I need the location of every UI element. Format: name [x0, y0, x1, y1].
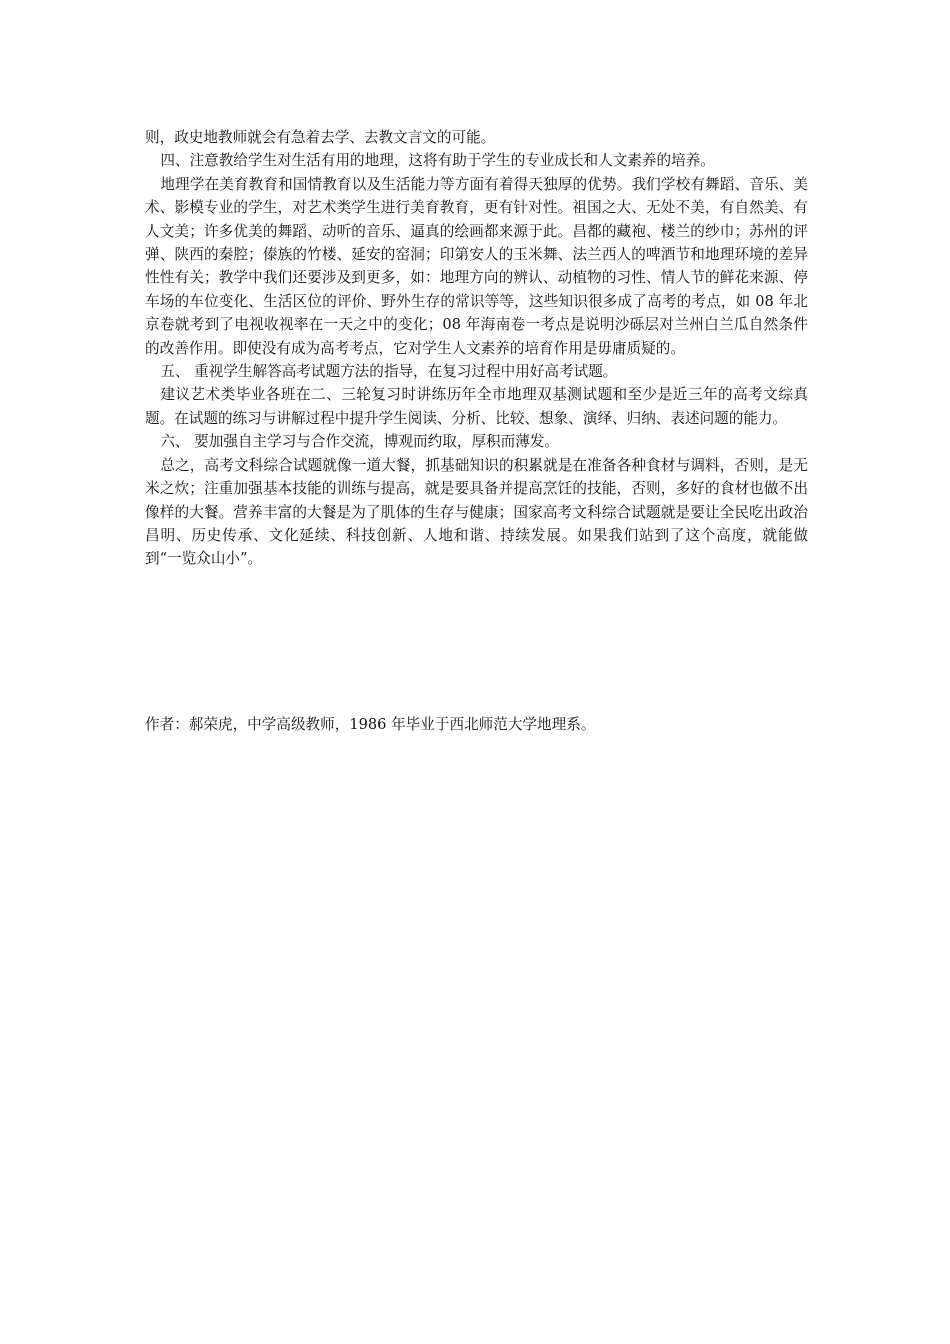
- section-heading-4: 四、注意教给学生对生活有用的地理，这将有助于学生的专业成长和人文素养的培养。: [160, 152, 715, 170]
- paragraph-conclusion: 总之，高考文科综合试题就像一道大餐，抓基础知识的积累就是在准备各种食材与调料，否则，是无米之炊；注重加强基本技能的训练与提高，就是要具备并提高烹饪的技能，否则，多好的食材也做不出像样的大餐。营养丰富的大餐是为了肌体的生存与健康；国家高考文科综合试题就是要让全民吃出政治昌明、历史传承、文化延续、科技创新、人地和谐、持续发展。如果我们站到了这个高度，就能做到“一览众山小”。: [145, 456, 808, 568]
- document-body: [145, 126, 808, 571]
- section-heading-5: 五、 重视学生解答高考试题方法的指导，在复习过程中用好高考试题。: [160, 363, 618, 381]
- paragraph-continuation: 则，政史地教师就会有急着去学、去教文言文的可能。: [145, 129, 496, 146]
- paragraph-exam-practice: 建议艺术类毕业各班在二、三轮复习时讲练历年全市地理双基测试题和至少是近三年的高考文综真题。在试题的练习与讲解过程中提升学生阅读、分析、比较、想象、演绎、归纳、表述问题的能力。: [145, 386, 808, 427]
- paragraph-geography-aesthetics: 地理学在美育教育和国情教育以及生活能力等方面有着得天独厚的优势。我们学校有舞蹈、音乐、美术、影模专业的学生，对艺术类学生进行美育教育，更有针对性。祖国之大、无处不美，有自然美、有人文美；许多优美的舞蹈、动听的音乐、逼真的绘画都来源于此。昌都的藏袍、楼兰的纱巾；苏州的评弹、陕西的秦腔；傣族的竹楼、延安的窑洞；印第安人的玉米舞、法兰西人的啤酒节和地理环境的差异性性有关；教学中我们还要涉及到更多，如：地理方向的辨认、动植物的习性、情人节的鲜花来源、停车场的车位变化、生活区位的评价、野外生存的常识等等，这些知识很多成了高考的考点，如 08 年北京卷就考到了电视收视率在一天之中的变化；08 年海南卷一考点是说明沙砾层对兰州白兰瓜自然条件的改善作用。即使没有成为高考考点，它对学生人文素养的培育作用是毋庸质疑的。: [145, 175, 808, 357]
- author-line: 作者：郝荣虎，中学高级教师，1986 年毕业于西北师范大学地理系。: [145, 715, 596, 733]
- section-heading-6: 六、 要加强自主学习与合作交流，博观而约取，厚积而薄发。: [160, 433, 560, 451]
